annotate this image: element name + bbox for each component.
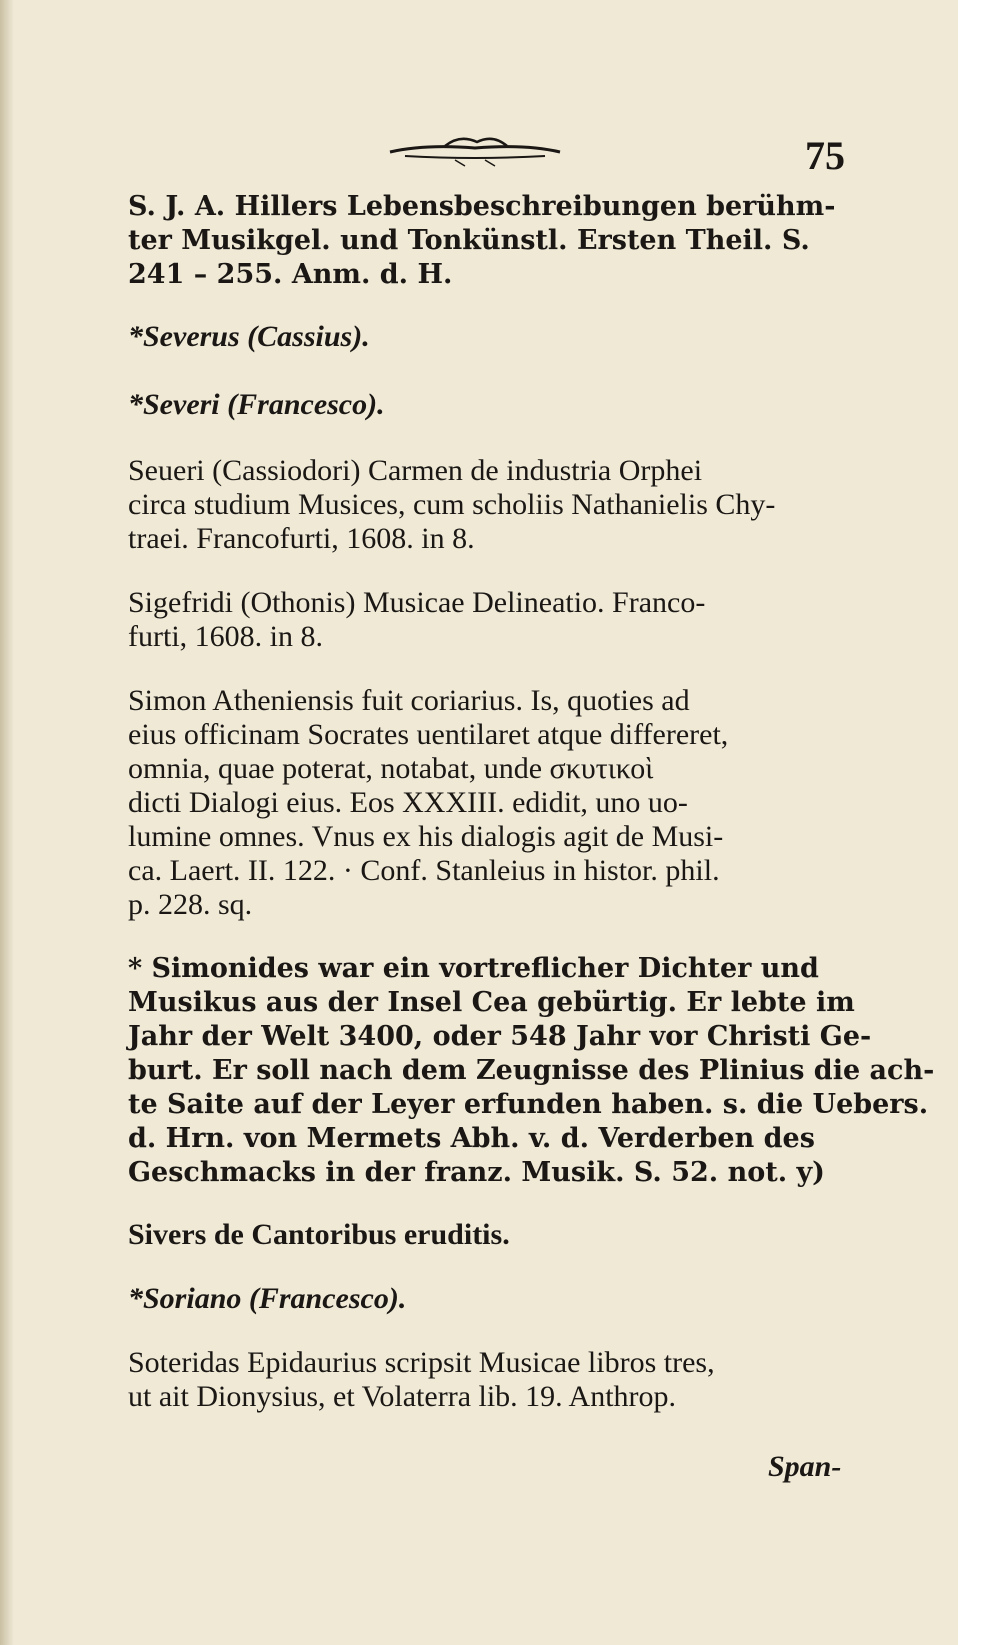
text-line: furti, 1608. in 8. bbox=[128, 620, 323, 653]
scan-margin bbox=[958, 0, 1000, 1645]
catchword: Span- bbox=[768, 1450, 842, 1483]
text-line: Geschmacks in der franz. Musik. S. 52. not. y) bbox=[128, 1157, 825, 1188]
entry-severus bbox=[128, 320, 858, 354]
text-line: Jahr der Welt 3400, oder 548 Jahr vor Christi Ge- bbox=[128, 1021, 872, 1052]
text-line: Seueri (Cassiodori) Carmen de industria Orphei bbox=[128, 454, 703, 487]
text-line: te Saite auf der Leyer erfunden haben. s. die Uebers. bbox=[128, 1089, 929, 1120]
text-line: * Simonides war ein vortreflicher Dichter und bbox=[128, 953, 819, 984]
text-line: p. 228. sq. bbox=[128, 888, 253, 921]
text-line: Musikus aus der Insel Cea gebürtig. Er lebte im bbox=[128, 987, 855, 1018]
text-line: eius officinam Socrates uentilaret atque differeret, bbox=[128, 718, 729, 751]
text-line: *Soriano (Francesco). bbox=[128, 1282, 407, 1315]
entry-hiller-reference bbox=[128, 190, 858, 292]
entry-simon bbox=[128, 684, 858, 922]
entry-sigefridi bbox=[128, 586, 858, 654]
text-line: 241 – 255. Anm. d. H. bbox=[128, 259, 453, 290]
text-line: burt. Er soll nach dem Zeugnisse des Plinius die ach- bbox=[128, 1055, 935, 1086]
page-gutter-shadow bbox=[0, 0, 14, 1645]
text-line: ca. Laert. II. 122. · Conf. Stanleius in histor. phil. bbox=[128, 854, 720, 887]
text-line: circa studium Musices, cum scholiis Nathanielis Chy- bbox=[128, 488, 776, 521]
text-line: dicti Dialogi eius. Eos XXXIII. edidit, uno uo- bbox=[128, 786, 688, 819]
text-line: lumine omnes. Vnus ex his dialogis agit de Musi- bbox=[128, 820, 724, 853]
text-line: Soteridas Epidaurius scripsit Musicae libros tres, bbox=[128, 1346, 715, 1379]
ornament-divider-icon bbox=[385, 130, 565, 170]
entry-soriano bbox=[128, 1282, 858, 1316]
text-line: *Severus (Cassius). bbox=[128, 320, 370, 353]
text-line: traei. Francofurti, 1608. in 8. bbox=[128, 522, 475, 555]
text-line: Simon Atheniensis fuit coriarius. Is, quoties ad bbox=[128, 684, 690, 717]
entry-seueri bbox=[128, 454, 858, 556]
text-line: ut ait Dionysius, et Volaterra lib. 19. Anthrop. bbox=[128, 1380, 677, 1413]
text-line: *Severi (Francesco). bbox=[128, 388, 385, 421]
text-line: Sigefridi (Othonis) Musicae Delineatio. Franco- bbox=[128, 586, 706, 619]
page-text bbox=[128, 190, 935, 1436]
entry-soteridas bbox=[128, 1346, 858, 1414]
text-line: d. Hrn. von Mermets Abh. v. d. Verderben des bbox=[128, 1123, 815, 1154]
page-number: 75 bbox=[805, 133, 845, 178]
entry-sivers bbox=[128, 1218, 858, 1252]
text-line: S. J. A. Hillers Lebensbeschreibungen berühm- bbox=[128, 191, 836, 222]
text-line: ter Musikgel. und Tonkünstl. Ersten Theil. S. bbox=[128, 225, 810, 256]
text-line: omnia, quae poterat, notabat, unde σκυτικοὶ bbox=[128, 752, 654, 785]
text-line: Sivers de Cantoribus eruditis. bbox=[128, 1218, 510, 1251]
entry-severi bbox=[128, 388, 858, 422]
entry-simonides bbox=[128, 952, 935, 1190]
